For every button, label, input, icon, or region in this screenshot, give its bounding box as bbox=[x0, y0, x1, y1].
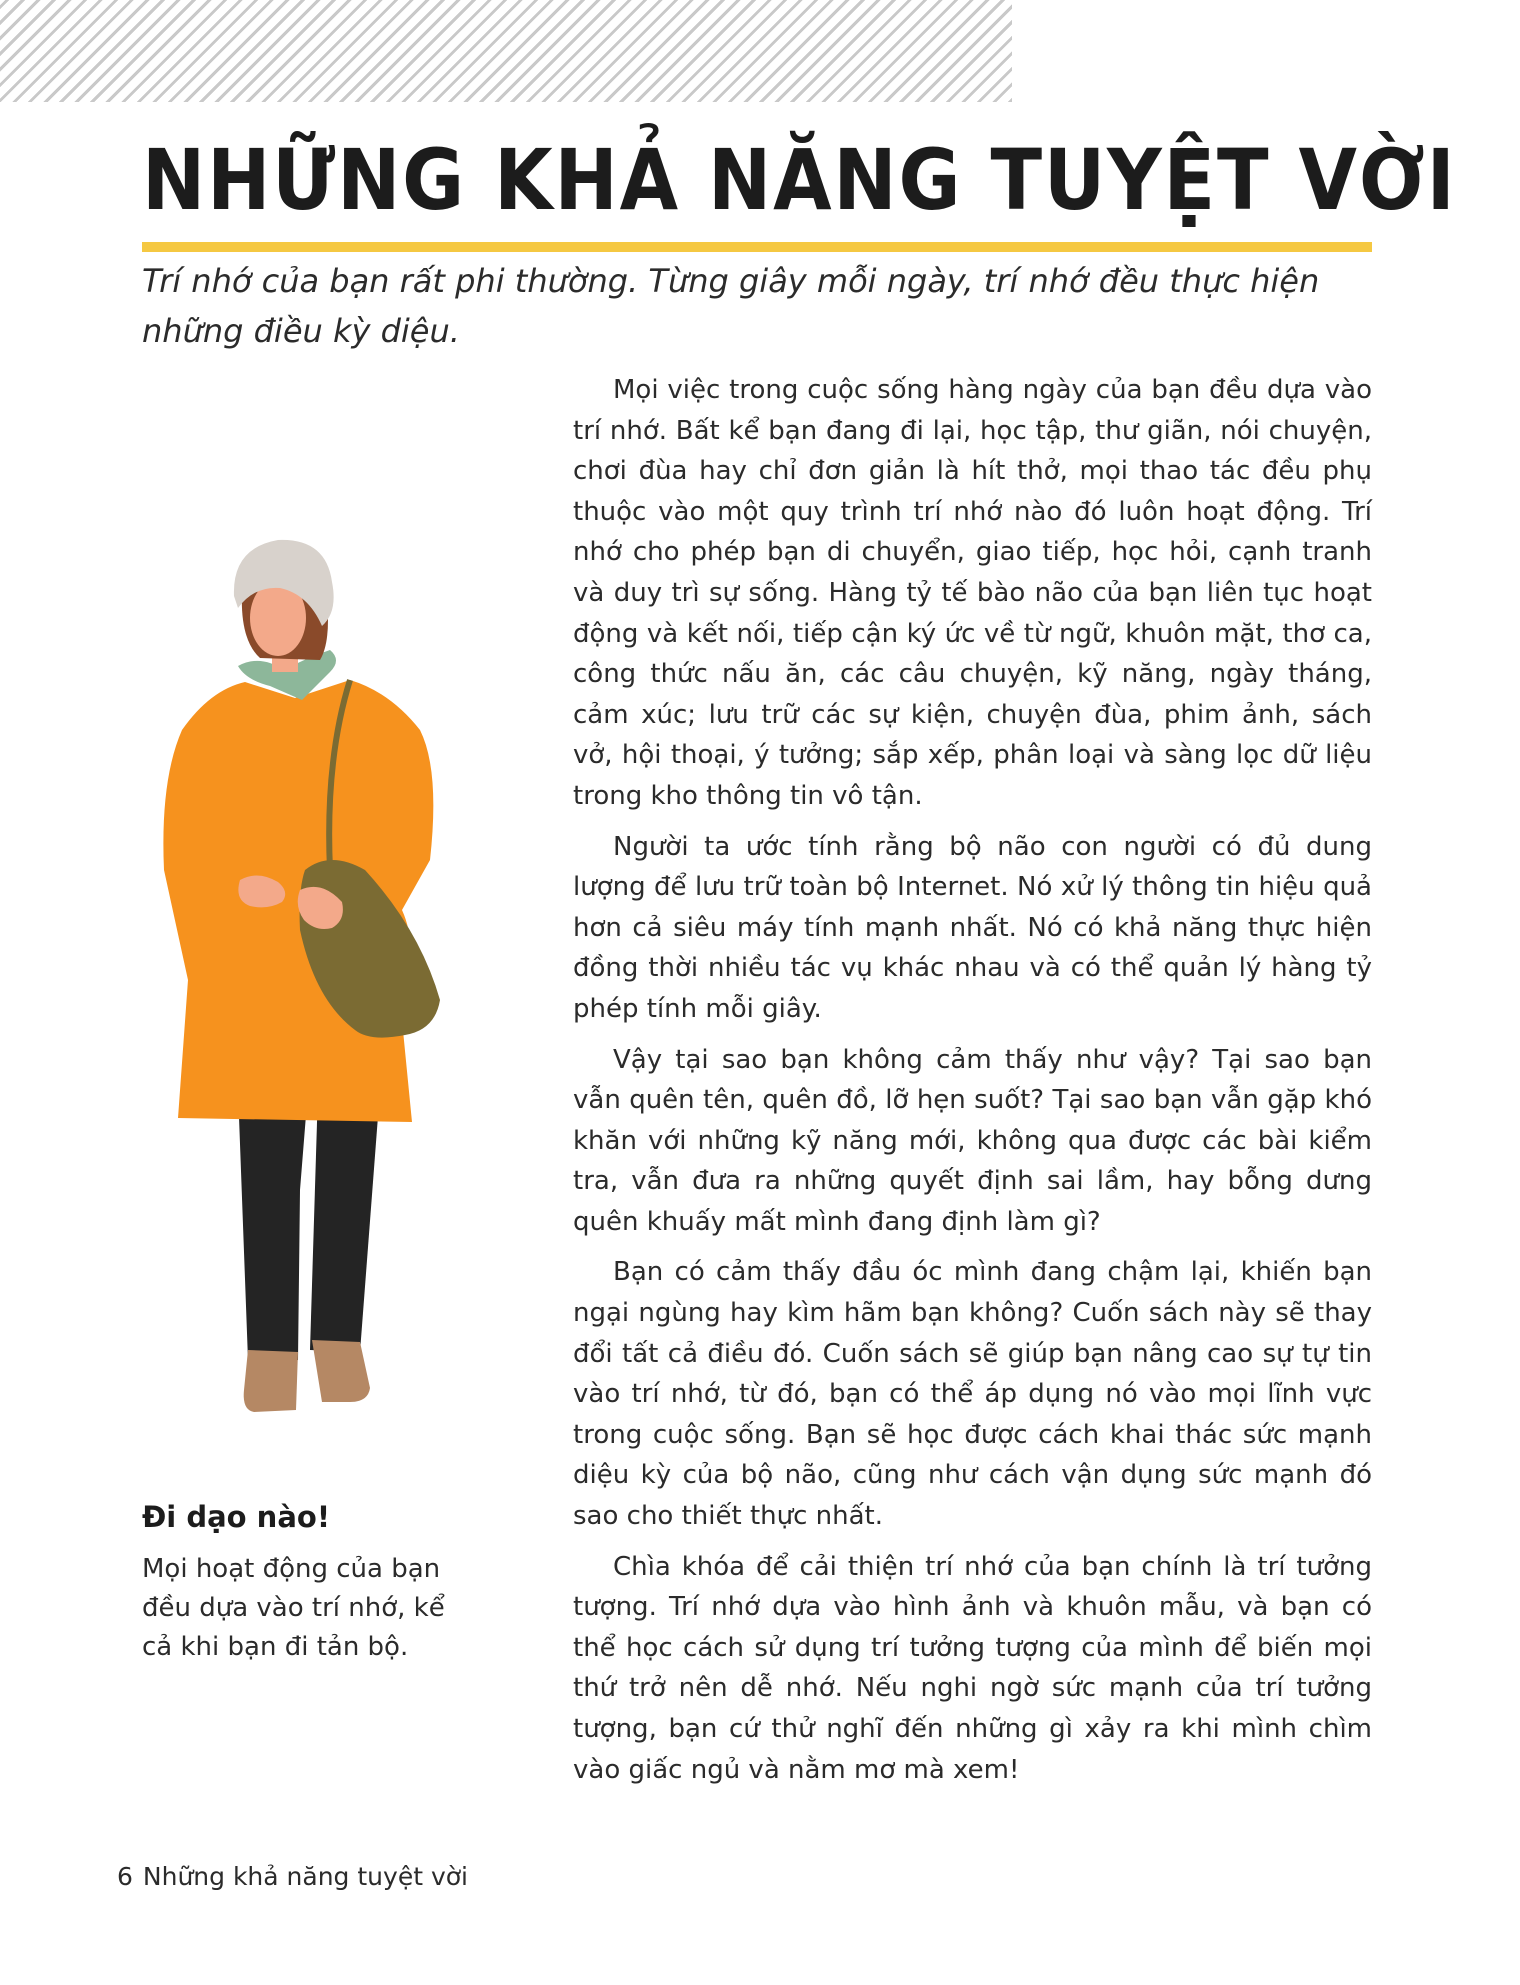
left-leg bbox=[238, 1090, 308, 1360]
caption-title: Đi dạo nào! bbox=[142, 1500, 331, 1534]
paragraph: Người ta ước tính rằng bộ não con người có đủ dung lượng để lưu trữ toàn bộ Internet. Nó xử lý thông tin hiệu quả hơn cả siêu máy tính mạnh nhất. Nó có khả năng thực hiện đồng thời nhiều tác vụ khác nhau và có thể quản lý hàng tỷ phép tính mỗi giây. bbox=[573, 831, 1372, 1024]
title-underline bbox=[142, 242, 1372, 252]
page-footer bbox=[117, 1862, 478, 1891]
page-title: NHỮNG KHẢ NĂNG TUYỆT VỜI bbox=[142, 131, 1457, 229]
left-boot bbox=[244, 1350, 298, 1412]
right-boot bbox=[312, 1340, 370, 1402]
page-number: 6 bbox=[117, 1862, 133, 1891]
paragraph: Chìa khóa để cải thiện trí nhớ của bạn chính là trí tưởng tượng. Trí nhớ dựa vào hình ảnh và khuôn mẫu, và bạn có thể học cách sử dụng trí tưởng tượng của mình để biến mọi thứ trở nên dễ nhớ. Nếu nghi ngờ sức mạnh của trí tưởng tượng, bạn cứ thử nghĩ đến những gì xảy ra khi mình chìm vào giấc ngủ và nằm mơ mà xem! bbox=[573, 1551, 1372, 1785]
intro-text: Trí nhớ của bạn rất phi thường. Từng giây mỗi ngày, trí nhớ đều thực hiện những điều kỳ diệu. bbox=[142, 262, 1320, 350]
article-body bbox=[573, 370, 1372, 1800]
paragraph: Vậy tại sao bạn không cảm thấy như vậy? Tại sao bạn vẫn quên tên, quên đồ, lỡ hẹn suốt? Tại sao bạn vẫn gặp khó khăn với những kỹ năng mới, không qua được các bài kiểm tra, vẫn đưa ra những quyết định sai lầm, hay bỗng dưng quên khuấy mất mình đang định làm gì? bbox=[573, 1044, 1372, 1237]
caption-text: Mọi hoạt động của bạn đều dựa vào trí nhớ, kể cả khi bạn đi tản bộ. bbox=[142, 1554, 445, 1662]
walking-woman-illustration bbox=[150, 530, 480, 1420]
paragraph: Mọi việc trong cuộc sống hàng ngày của bạn đều dựa vào trí nhớ. Bất kể bạn đang đi lại, học tập, thư giãn, nói chuyện, chơi đùa hay chỉ đơn giản là hít thở, mọi thao tác đều phụ thuộc vào một quy trình trí nhớ nào đó luôn hoạt động. Trí nhớ cho phép bạn di chuyển, giao tiếp, học hỏi, cạnh tranh và duy trì sự sống. Hàng tỷ tế bào não của bạn liên tục hoạt động và kết nối, tiếp cận ký ức về từ ngữ, khuôn mặt, thơ ca, công thức nấu ăn, các câu chuyện, kỹ năng, ngày tháng, cảm xúc; lưu trữ các sự kiện, chuyện đùa, phim ảnh, sách vở, hội thoại, ý tưởng; sắp xếp, phân loại và sàng lọc dữ liệu trong kho thông tin vô tận. bbox=[573, 375, 1372, 811]
right-leg bbox=[310, 1090, 380, 1352]
running-title: Những khả năng tuyệt vời bbox=[142, 1862, 468, 1891]
hatched-corner-decoration bbox=[0, 0, 1012, 102]
paragraph: Bạn có cảm thấy đầu óc mình đang chậm lại, khiến bạn ngại ngùng hay kìm hãm bạn không? Cuốn sách này sẽ thay đổi tất cả điều đó. Cuốn sách sẽ giúp bạn nâng cao sự tự tin vào trí nhớ, từ đó, bạn có thể áp dụng nó vào mọi lĩnh vực trong cuộc sống. Bạn sẽ học được cách khai thác sức mạnh diệu kỳ của bộ não, cũng như cách vận dụng sức mạnh đó sao cho thiết thực nhất. bbox=[573, 1257, 1372, 1532]
